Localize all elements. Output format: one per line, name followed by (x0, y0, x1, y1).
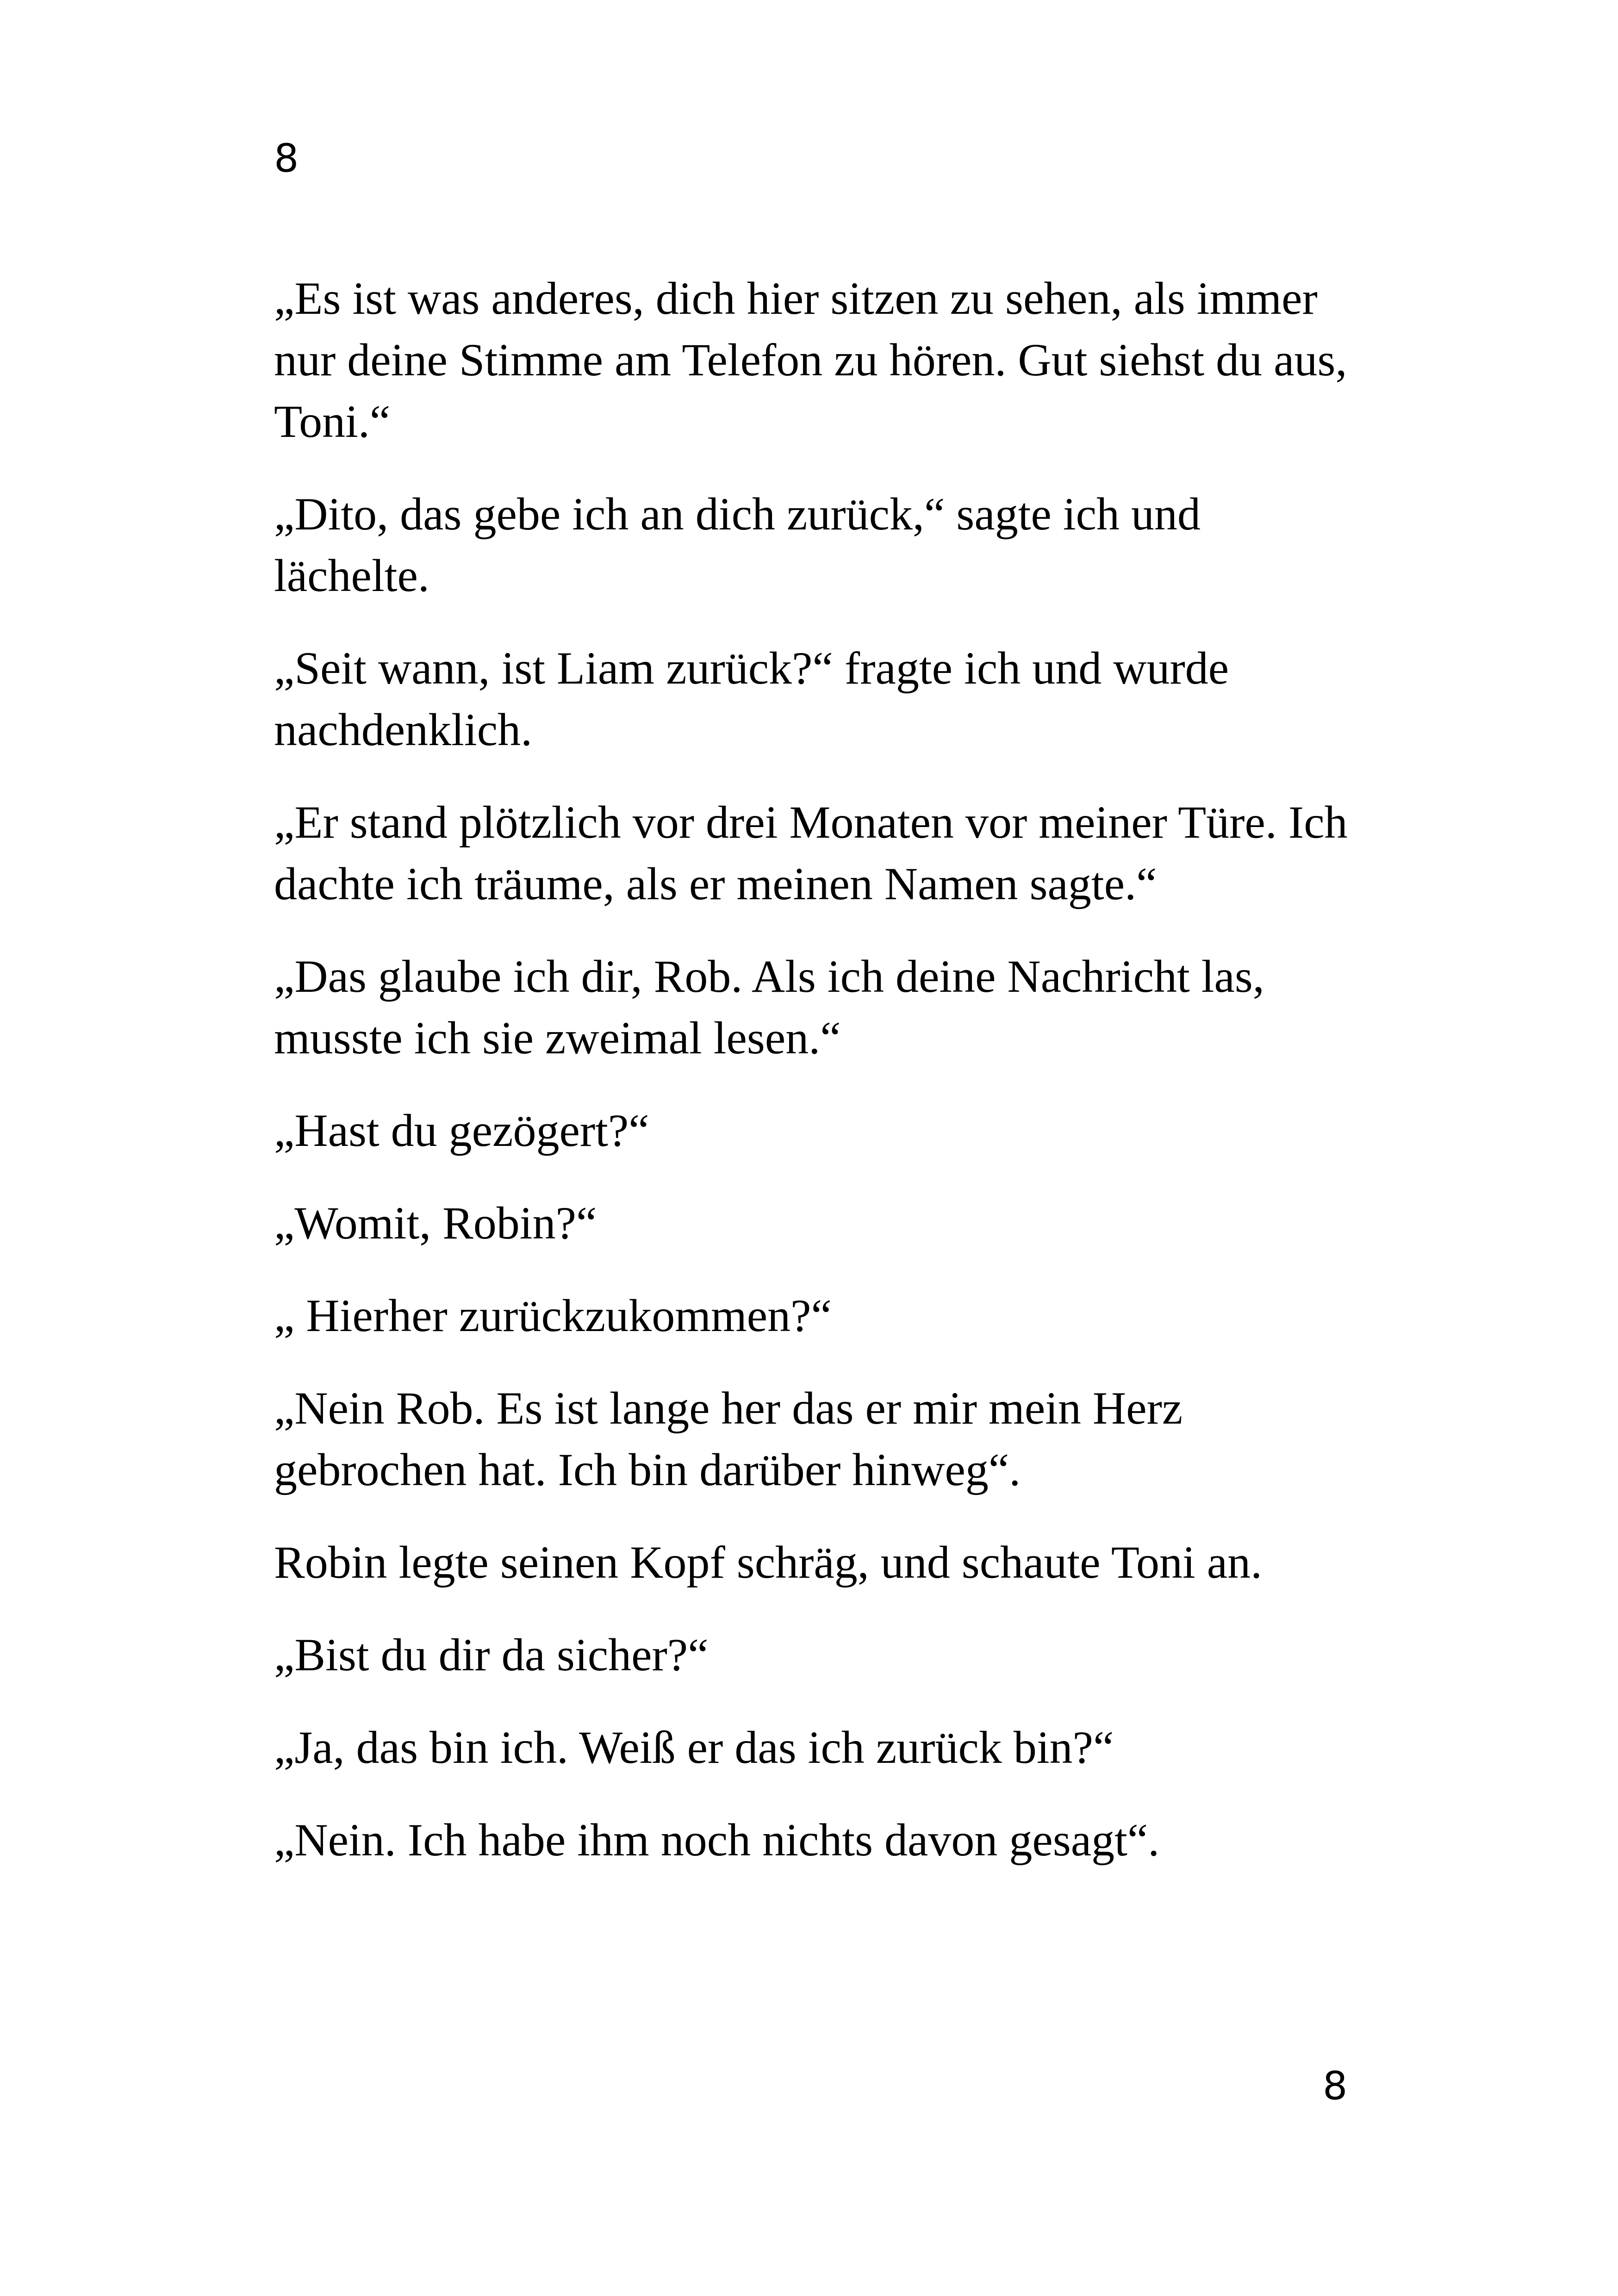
paragraph: „Ja, das bin ich. Weiß er das ich zurück bin?“ (274, 1722, 1114, 1773)
paragraph: „Nein. Ich habe ihm noch nichts davon gesagt“. (274, 1814, 1160, 1866)
paragraph: „Nein Rob. Es ist lange her das er mir mein Herz gebrochen hat. Ich bin darüber hinweg“. (274, 1382, 1183, 1495)
paragraph: „Das glaube ich dir, Rob. Als ich deine Nachricht las, musste ich sie zweimal lesen.“ (274, 951, 1264, 1064)
paragraph: Robin legte seinen Kopf schräg, und schaute Toni an. (274, 1537, 1263, 1588)
paragraph: „Seit wann, ist Liam zurück?“ fragte ich und wurde nachdenklich. (274, 642, 1229, 755)
paragraph: „ Hierher zurückzukommen?“ (274, 1290, 832, 1341)
paragraph: „Dito, das gebe ich an dich zurück,“ sagte ich und lächelte. (274, 488, 1201, 601)
paragraph: „Er stand plötzlich vor drei Monaten vor meiner Türe. Ich dachte ich träume, als er meinen Namen sagte.“ (274, 796, 1348, 909)
paragraph: „Hast du gezögert?“ (274, 1105, 649, 1156)
paragraph: „Es ist was anderes, dich hier sitzen zu sehen, als immer nur deine Stimme am Telefon zu hören. Gut siehst du aus, Toni.“ (274, 273, 1347, 447)
page-number-header: 8 (274, 136, 299, 181)
body-text (274, 268, 1352, 1902)
paragraph: „Womit, Robin?“ (274, 1197, 597, 1249)
paragraph: „Bist du dir da sicher?“ (274, 1629, 709, 1680)
page-number-footer: 8 (1323, 2063, 1348, 2109)
